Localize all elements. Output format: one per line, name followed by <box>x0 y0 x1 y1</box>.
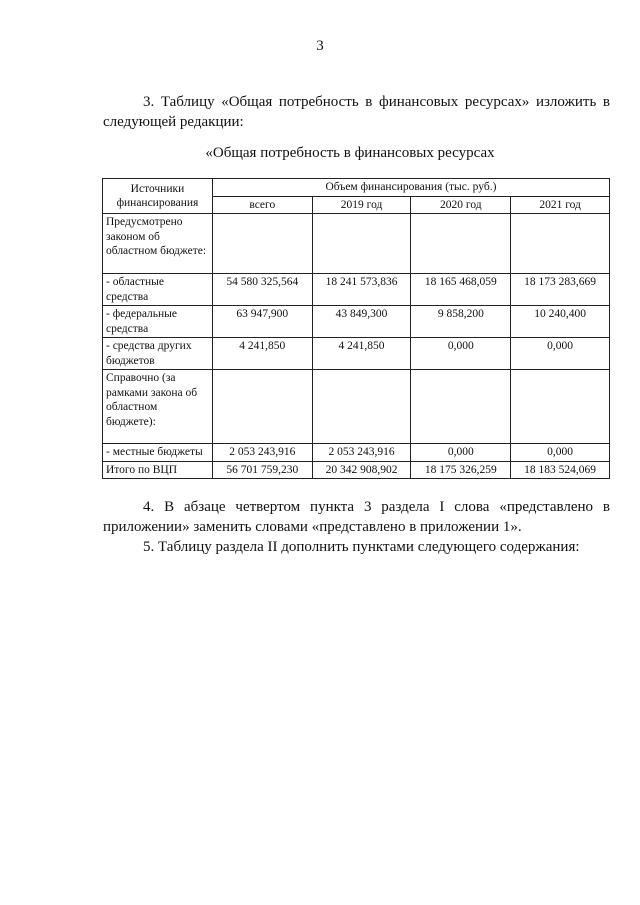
cell-2019: 18 241 573,836 <box>312 274 411 306</box>
header-col-2019: 2019 год <box>312 196 411 214</box>
financing-table <box>102 178 610 479</box>
intro-paragraph <box>103 92 610 132</box>
paragraph-4 <box>103 497 610 537</box>
row-label: Предусмотрено законом об областном бюджете: <box>103 214 213 274</box>
cell-2020: 0,000 <box>411 444 511 462</box>
cell-2021: 18 183 524,069 <box>511 461 610 479</box>
table-row-total <box>103 461 610 479</box>
cell-2020: 0,000 <box>411 338 511 370</box>
row-label: Справочно (за рамками закона об областном бюджете): <box>103 370 213 444</box>
cell-total: 4 241,850 <box>212 338 312 370</box>
row-label: - средства других бюджетов <box>103 338 213 370</box>
table-row <box>103 444 610 462</box>
cell-2019 <box>312 370 411 444</box>
cell-total <box>212 214 312 274</box>
cell-2019: 20 342 908,902 <box>312 461 411 479</box>
cell-2021: 18 173 283,669 <box>511 274 610 306</box>
cell-total: 54 580 325,564 <box>212 274 312 306</box>
intro-paragraph-text: 3. Таблицу «Общая потребность в финансовых ресурсах» изложить в следующей редакции: <box>103 94 610 130</box>
table-row <box>103 214 610 274</box>
row-label: - местные бюджеты <box>103 444 213 462</box>
cell-2021 <box>511 214 610 274</box>
table-header-row <box>103 179 610 197</box>
cell-2020: 18 165 468,059 <box>411 274 511 306</box>
paragraph-5-text: 5. Таблицу раздела II дополнить пунктами следующего содержания: <box>143 539 580 555</box>
cell-total <box>212 370 312 444</box>
table-row <box>103 370 610 444</box>
cell-2019: 43 849,300 <box>312 306 411 338</box>
row-label: Итого по ВЦП <box>103 461 213 479</box>
header-sources: Источники финансирования <box>103 179 213 214</box>
cell-2021: 0,000 <box>511 338 610 370</box>
header-volume: Объем финансирования (тыс. руб.) <box>212 179 609 197</box>
cell-total: 2 053 243,916 <box>212 444 312 462</box>
cell-2021 <box>511 370 610 444</box>
cell-2021: 0,000 <box>511 444 610 462</box>
cell-2020: 18 175 326,259 <box>411 461 511 479</box>
table-row <box>103 338 610 370</box>
paragraph-4-text: 4. В абзаце четвертом пункта 3 раздела I слова «представлено в приложении» заменить словами «представлено в приложении 1». <box>103 499 610 535</box>
cell-2020 <box>411 214 511 274</box>
page-number: 3 <box>316 38 324 54</box>
cell-total: 63 947,900 <box>212 306 312 338</box>
cell-2021: 10 240,400 <box>511 306 610 338</box>
cell-2019: 4 241,850 <box>312 338 411 370</box>
row-label: - областные средства <box>103 274 213 306</box>
table-row <box>103 306 610 338</box>
row-label: - федеральные средства <box>103 306 213 338</box>
table-row <box>103 274 610 306</box>
cell-2019 <box>312 214 411 274</box>
cell-total: 56 701 759,230 <box>212 461 312 479</box>
paragraph-5 <box>103 537 610 557</box>
header-col-2020: 2020 год <box>411 196 511 214</box>
cell-2019: 2 053 243,916 <box>312 444 411 462</box>
table-title: «Общая потребность в финансовых ресурсах <box>205 145 495 161</box>
cell-2020: 9 858,200 <box>411 306 511 338</box>
cell-2020 <box>411 370 511 444</box>
header-col-total: всего <box>212 196 312 214</box>
header-col-2021: 2021 год <box>511 196 610 214</box>
